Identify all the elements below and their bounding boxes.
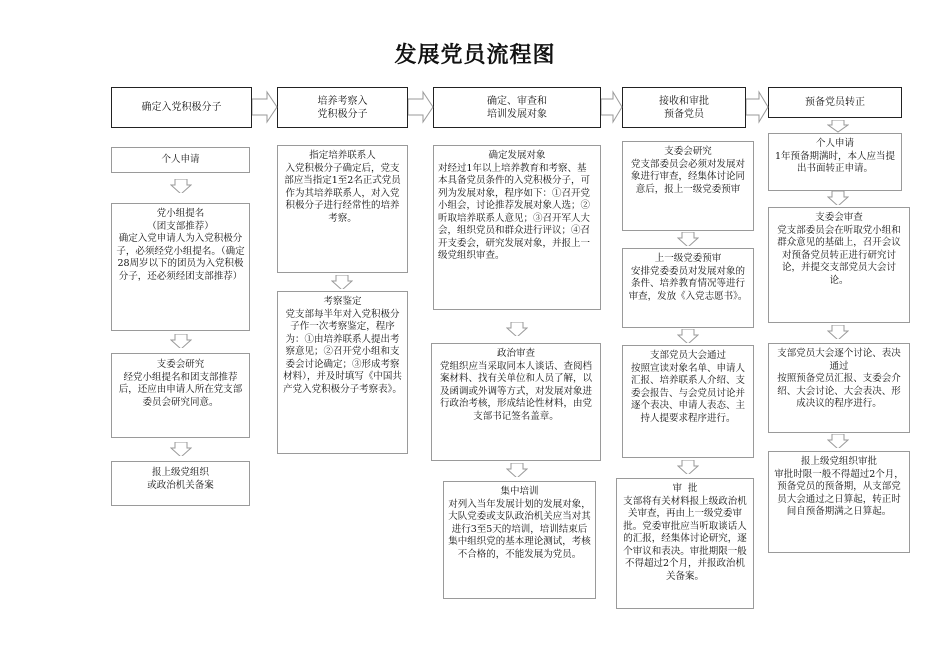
col3-determine-candidate (433, 145, 601, 310)
col4-approval (616, 478, 754, 609)
box-body: 对经过1年以上培养教育和考察、基本具备党员条件的入党积极分子，可列为发展对象，程序如下：①召开党小组会，讨论推荐发展对象人选；②听取培养联系人意见；③召开军人大会，组织党员和群众进行评议；④召开支委会，研究发展对象，并报上一级党组织审查。 (438, 162, 591, 261)
col4-prereview (622, 248, 754, 328)
right-arrow-icon (252, 90, 278, 124)
down-arrow-icon (170, 179, 192, 193)
right-arrow-icon (746, 90, 769, 124)
col1-report-filing (111, 461, 250, 506)
box-title: 个人申请 (815, 138, 854, 149)
step-header-2: 培养考察入 党积极分子 (277, 87, 408, 128)
box-body: 党支部每半年对入党积极分子作一次考察鉴定，程序为：①由培养联系人提出考察意见；②召开党小组和支委会讨论确定；③形成考察材料），并及时填写《中国共产党入党积极分子考察表》。 (283, 308, 402, 395)
box-body: 入党积极分子确定后，党支部应当指定1至2名正式党员作为其培养联系人，对入党积极分子进行经常性的培养考察。 (284, 162, 401, 224)
box-body: 按照预备党员汇报、支委会介绍、大会讨论、大会表决、形成决议的程序进行。 (777, 373, 901, 409)
step-header-4: 接收和审批 预备党员 (622, 87, 746, 128)
col4-committee-study (622, 141, 754, 231)
box-title: 支委会审查 (815, 212, 863, 223)
down-arrow-icon (331, 275, 353, 289)
box-body: 对列入当年发展计划的发展对象，大队党委或支队政治机关应当对其进行3至5天的培训，培训结束后集中组织党的基本理论测试，考核不合格的，不能发展为党员。 (448, 498, 591, 560)
right-arrow-icon (601, 90, 623, 124)
col5-committee-review (768, 207, 910, 323)
step-header-3: 确定、审查和 培训发展对象 (433, 87, 601, 128)
box-body: （团支部推荐） 确定入党申请人为入党积极分子，必须经党小组提名。（确定28周岁以下的团员为入党积极分子，还必须经团支部推荐） (116, 220, 245, 282)
col3-political-review (431, 343, 601, 461)
col1-personal-application (111, 147, 250, 173)
box-title: 支部党员大会通过 (649, 350, 726, 361)
box-title: 指定培养联系人 (309, 150, 376, 161)
down-arrow-icon (827, 434, 849, 448)
box-title: 审 批 (672, 483, 698, 494)
col5-personal-application (768, 133, 902, 191)
right-arrow-icon (408, 90, 434, 124)
box-title: 上一级党委预审 (654, 253, 722, 264)
box-body: 党支部委员会在听取党小组和群众意见的基础上，召开会议对预备党员转正进行研究讨论，并提交支部党员大会讨论。 (777, 224, 901, 286)
down-arrow-icon (170, 334, 192, 348)
box-body: 支部将有关材料报上级政治机关审查，再由上一级党委审批。党委审批应当听取谈话人的汇报，经集体讨论研究，逐个审议和表决。审批期限一般不得超过2个月，并报政治机关备案。 (623, 495, 747, 582)
box-body: 经党小组提名和团支部推荐后，还应由申请人所在党支部委员会研究同意。 (118, 371, 243, 408)
box-body: 党支部委员会必须对发展对象进行审查，经集体讨论同意后，报上一级党委预审 (630, 158, 745, 195)
box-body: 按照宣读对象名单、申请人汇报、培养联系人介绍、支委会报告、与会党员讨论并逐个表决、申请人表态、主持人提要求程序进行。 (630, 362, 745, 424)
down-arrow-icon (170, 442, 192, 456)
box-title: 集中培训 (500, 486, 539, 497)
col1-committee-study (111, 353, 250, 438)
col2-evaluation (277, 291, 408, 454)
box-title: 报上级党组织审批 (800, 456, 877, 467)
box-body: 安排党委委员对发展对象的条件、培养教育情况等进行审查，发放《入党志愿书》。 (628, 265, 748, 302)
box-title: 支委会研究 (664, 146, 712, 157)
box-body: 党组织应当采取同本人谈话、查阅档案材料、找有关单位和人员了解，以及函调或外调等方式，对发展对象进行政治考核，形成结论性材料，由党支部书记签名盖章。 (439, 360, 592, 422)
down-arrow-icon (677, 329, 699, 343)
box-title: 支委会研究 (156, 359, 205, 370)
step-header-1: 确定入党积极分子 (111, 87, 252, 128)
box-body: 审批时限一般不得超过2个月，预备党员的预备期，从支部党员大会通过之日算起，转正时间自预备期满之日算起。 (774, 468, 904, 517)
col2-assign-contact (277, 145, 408, 273)
down-arrow-icon (677, 232, 699, 246)
down-arrow-icon (827, 120, 849, 134)
col4-member-assembly (622, 345, 754, 458)
down-arrow-icon (506, 322, 528, 336)
page-title: 发展党员流程图 (394, 43, 556, 68)
box-title: 支部党员大会逐个讨论、表决通过 (777, 348, 901, 372)
down-arrow-icon (827, 325, 849, 339)
down-arrow-icon (506, 463, 528, 477)
box-title: 确定发展对象 (488, 150, 546, 161)
box-title: 个人申请 (161, 153, 200, 165)
box-title: 政治审查 (496, 348, 535, 359)
box-title: 考察鉴定 (323, 296, 362, 307)
col5-report-approval (768, 451, 910, 553)
down-arrow-icon (827, 191, 849, 205)
col3-training (443, 481, 596, 599)
box-title: 报上级党组织 (151, 467, 209, 478)
step-header-5: 预备党员转正 (768, 87, 902, 118)
box-body: 或政治机关备案 (147, 479, 214, 491)
box-title: 党小组提名 (156, 208, 205, 219)
box-body: 1年预备期满时，本人应当提出书面转正申请。 (774, 150, 896, 174)
down-arrow-icon (677, 460, 699, 474)
col5-assembly-vote (768, 343, 910, 433)
col1-group-nomination (111, 203, 250, 331)
